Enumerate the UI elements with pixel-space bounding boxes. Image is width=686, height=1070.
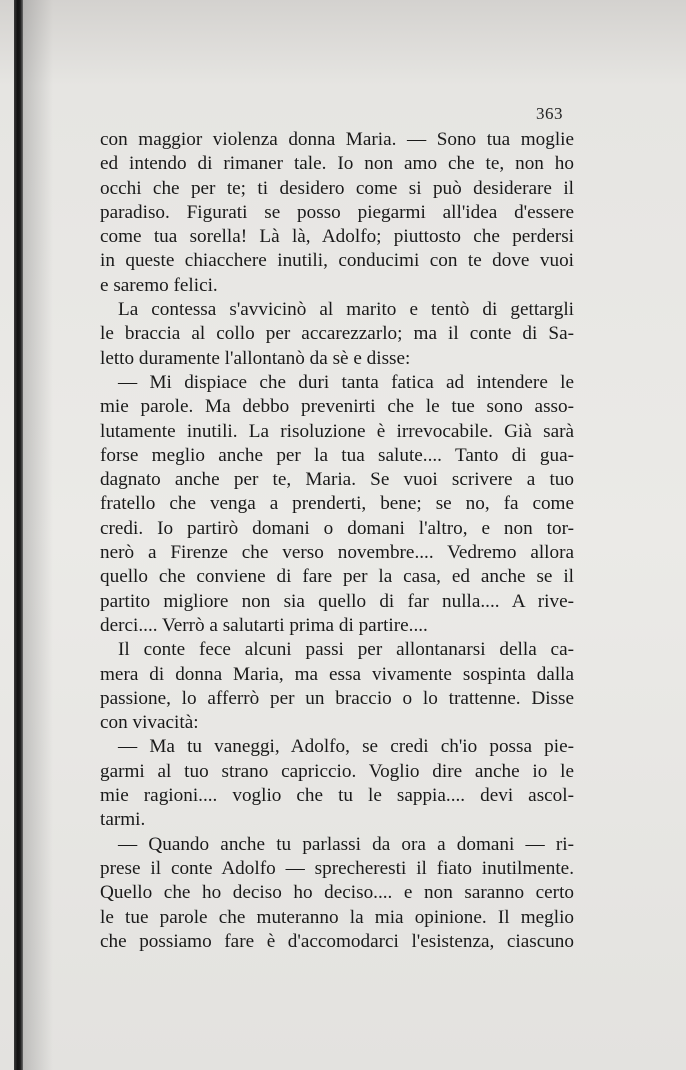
- text-line: quello che conviene di fare per la casa, ed anche se il: [100, 566, 574, 588]
- body-text: [100, 128, 574, 954]
- text-line: La contessa s'avvicinò al marito e tentò di gettargli: [118, 299, 574, 321]
- text-line: — Ma tu vaneggi, Adolfo, se credi ch'io possa pie-: [118, 736, 574, 758]
- text-line: con vivacità:: [100, 712, 199, 734]
- text-line: nerò a Firenze che verso novembre.... Vedremo allora: [100, 542, 574, 564]
- text-line: paradiso. Figurati se posso piegarmi all'idea d'essere: [100, 201, 574, 223]
- text-line: che possiamo fare è d'accomodarci l'esistenza, ciascuno: [100, 930, 574, 952]
- text-line: Quello che ho deciso ho deciso.... e non saranno certo: [100, 882, 574, 904]
- text-line: Il conte fece alcuni passi per allontanarsi della ca-: [118, 639, 574, 661]
- text-line: letto duramente l'allontanò da sè e disse:: [100, 347, 411, 369]
- text-line: passione, lo afferrò per un braccio o lo trattenne. Disse: [100, 687, 574, 709]
- text-line: in queste chiacchere inutili, conducimi con te dove vuoi: [100, 250, 574, 272]
- text-line: credi. Io partirò domani o domani l'altro, e non tor-: [100, 517, 574, 539]
- text-line: mie ragioni.... voglio che tu le sappia.... devi ascol-: [100, 785, 574, 807]
- text-line: e saremo felici.: [100, 274, 218, 296]
- text-line: mera di donna Maria, ma essa vivamente sospinta dalla: [100, 663, 574, 685]
- text-line: garmi al tuo strano capriccio. Voglio dire anche io le: [100, 760, 574, 782]
- text-line: mie parole. Ma debbo prevenirti che le tue sono asso-: [100, 396, 574, 418]
- text-line: forse meglio anche per la tua salute.... Tanto di gua-: [100, 444, 574, 466]
- text-line: tarmi.: [100, 809, 146, 831]
- text-line: lutamente inutili. La risoluzione è irrevocabile. Già sarà: [100, 420, 574, 442]
- text-line: fratello che venga a prenderti, bene; se no, fa come: [100, 493, 574, 515]
- text-line: — Quando anche tu parlassi da ora a domani — ri-: [118, 833, 574, 855]
- text-line: occhi che per te; ti desidero come si può desiderare il: [100, 177, 574, 199]
- text-line: — Mi dispiace che duri tanta fatica ad intendere le: [118, 371, 574, 393]
- spine-shadow: [23, 0, 53, 1070]
- text-line: come tua sorella! Là là, Adolfo; piuttosto che perdersi: [100, 226, 574, 248]
- text-line: partito migliore non sia quello di far nulla.... A rive-: [100, 590, 574, 612]
- text-line: le tue parole che muteranno la mia opinione. Il meglio: [100, 906, 574, 928]
- text-line: derci.... Verrò a salutarti prima di partire....: [100, 614, 428, 636]
- text-line: dagnato anche per te, Maria. Se vuoi scrivere a tuo: [100, 469, 574, 491]
- page-number: 363: [536, 104, 563, 123]
- text-line: prese il conte Adolfo — sprecheresti il fiato inutilmente.: [100, 857, 574, 879]
- text-line: ed intendo di rimaner tale. Io non amo che te, non ho: [100, 153, 574, 175]
- book-spine: [14, 0, 23, 1070]
- text-line: le braccia al collo per accarezzarlo; ma il conte di Sa-: [100, 323, 574, 345]
- text-line: con maggior violenza donna Maria. — Sono tua moglie: [100, 129, 574, 150]
